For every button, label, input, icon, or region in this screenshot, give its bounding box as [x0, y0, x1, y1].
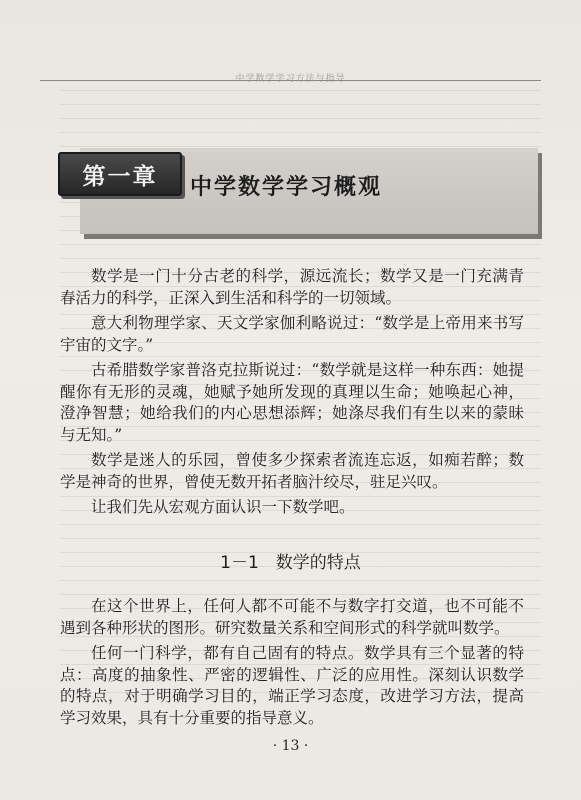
section-text [60, 596, 524, 729]
intro-text [60, 266, 524, 519]
page-number: · 13 · [272, 738, 309, 754]
intro-paragraph: 意大利物理学家、天文学家伽利略说过：“数学是上帝用来书写宇宙的文字。” [60, 314, 524, 354]
intro-paragraph: 数学是迷人的乐园，曾使多少探索者流连忘返，如痴若醉；数学是神奇的世界，曾使无数开拓者脑汁绞尽，驻足兴叹。 [60, 451, 524, 491]
section-paragraph: 在这个世界上，任何人都不可能不与数字打交道，也不可能不遇到各种形状的图形。研究数量关系和空间形式的科学就叫数学。 [60, 597, 524, 637]
section-paragraph: 任何一门科学，都有自己固有的特点。数学具有三个显著的特点：高度的抽象性、严密的逻辑性、广泛的应用性。深刻认识数学的特点，对于明确学习目的，端正学习态度，改进学习方法，提高学习效果，具有十分重要的指导意义。 [60, 644, 524, 727]
running-header-text: 中学数学学习方法与指导 [235, 74, 346, 84]
chapter-badge: 第一章 [58, 152, 182, 196]
intro-paragraph: 古希腊数学家普洛克拉斯说过：“数学就是这样一种东西：她提醒你有无形的灵魂，她赋予她所发现的真理以生命；她唤起心神，澄净智慧；她给我们的内心思想添辉；她涤尽我们有生以来的蒙昧与无知。” [60, 361, 524, 444]
section-title: 1－1 数学的特点 [220, 553, 361, 573]
running-header [40, 66, 541, 84]
intro-paragraph: 数学是一门十分古老的科学，源远流长；数学又是一门充满青春活力的科学，正深入到生活和科学的一切领域。 [60, 267, 524, 307]
chapter-title: 中学数学学习概观 [190, 175, 383, 200]
intro-paragraph: 让我们先从宏观方面认识一下数学吧。 [91, 498, 355, 516]
